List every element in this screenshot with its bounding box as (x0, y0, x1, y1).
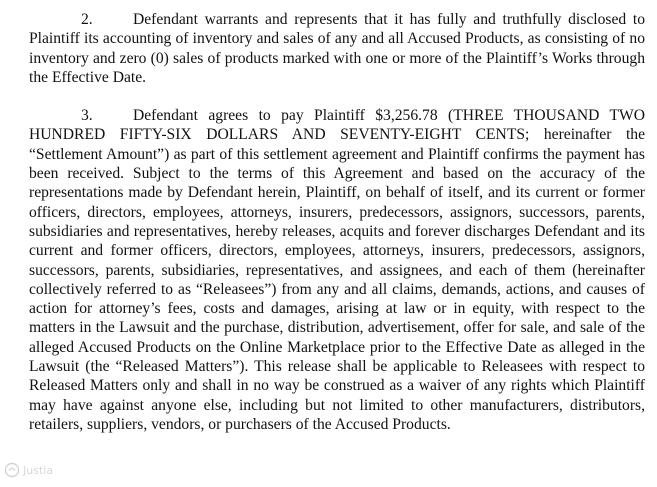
watermark-logo-icon (4, 462, 20, 478)
watermark-text: Justia (23, 463, 54, 477)
paragraph-text: Defendant agrees to pay Plaintiff $3,256.78 (THREE THOUSAND TWO HUNDRED FIFTY-SIX DOLLARS AND SEVENTY-EIGHT CENTS; hereinafter the “Settlement Amount”) as part of this settlement agreement and Plaintiff confirms the payment has been received. Subject to the terms of this Agreement and based on the accuracy of the representations made by Defendant herein, Plaintiff, on behalf of itself, and its current or former officers, directors, employees, attorneys, insurers, predecessors, assignors, successors, parents, subsidiaries and representatives, hereby releases, acquits and forever discharges Defendant and its current and former officers, directors, employees, attorneys, insurers, predecessors, assignors, successors, parents, subsidiaries, representatives, and assignees, and each of them (hereinafter collectively referred to as “Releasees”) from any and all claims, demands, actions, and causes of action for attorney’s fees, costs and damages, arising at law or in equity, with respect to the matters in the Lawsuit and the purchase, distribution, advertisement, offer for sale, and sale of the alleged Accused Products on the Online Marketplace prior to the Effective Date as alleged in the Lawsuit (the “Released Matters”). This release shall be applicable to Releasees with respect to Released Matters only and shall in no way be construed as a waiver of any rights which Plaintiff may have against anyone else, including but not limited to other manufacturers, distributors, retailers, suppliers, vendors, or purchasers of the Accused Products. (29, 107, 645, 433)
document-page (29, 10, 645, 434)
watermark (4, 462, 53, 478)
paragraph-number: 3. (81, 107, 93, 125)
paragraph-3 (29, 106, 645, 434)
paragraph-text: Defendant warrants and represents that it has fully and truthfully disclosed to Plaintiff its accounting of inventory and sales of any and all Accused Products, as consisting of no inventory and zero (0) sales of products marked with one or more of the Plaintiff’s Works through the Effective Date. (29, 11, 645, 86)
paragraph-2 (29, 10, 645, 87)
paragraph-number: 2. (81, 11, 93, 28)
